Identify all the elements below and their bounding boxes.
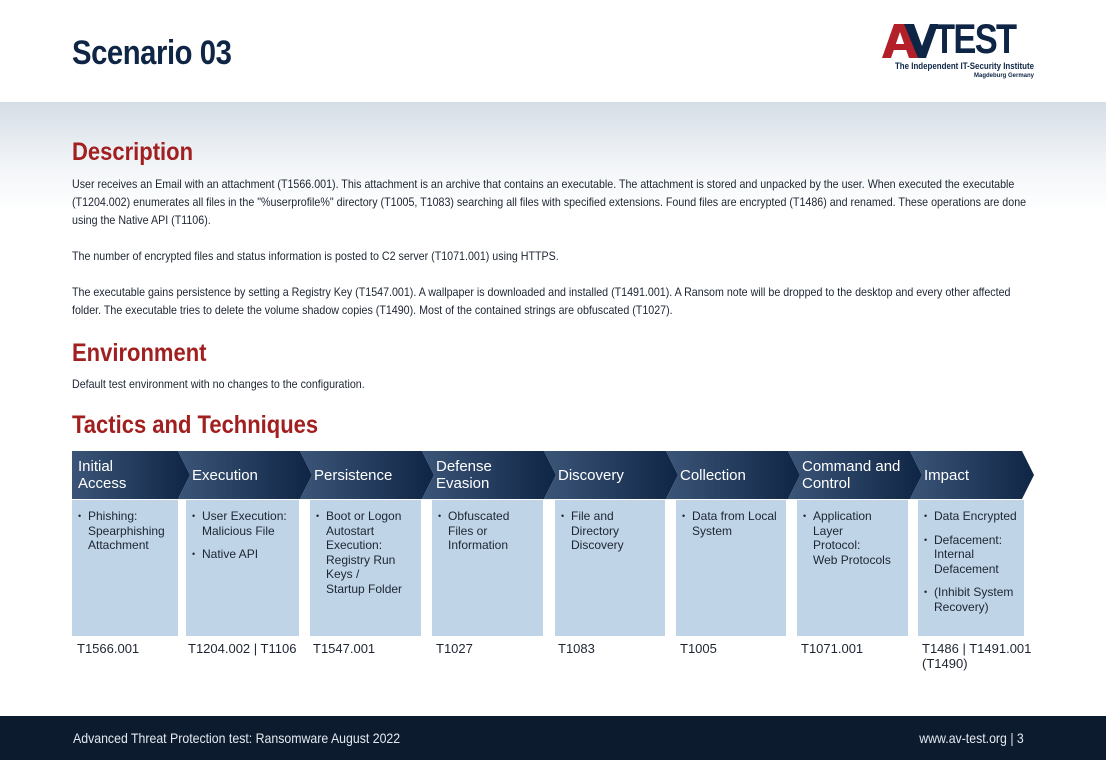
tactic-discovery [544,451,678,499]
page-footer [0,716,1106,760]
tactic-label: Initial Access [78,458,127,492]
technique-id-execution: T1204.002 | T1106 [188,641,297,656]
av-test-logo [882,15,1034,82]
logo-mark-icon [882,22,938,58]
tactic-label: Command and Control [802,458,901,492]
tactics-header-row [72,451,1034,499]
technique-box-discovery [555,500,665,636]
page-content [0,102,1106,716]
tactic-defense-evasion [422,451,556,499]
technique-id-collection: T1005 [680,641,717,656]
technique-item: • (Inhibit System Recovery) [924,585,1018,614]
tactic-label: Discovery [558,466,624,484]
tactic-collection [666,451,800,499]
description-paragraph-3: The executable gains persistence by setting a Registry Key (T1547.001). A wallpaper is downloaded and installed (T1491.001). A Ransom note will be dropped to the desktop and every other affected folder. The executable tries to delete the volume shadow copies (T1490). Most of the contained strings are obfuscated (T1027). [72,285,1011,317]
technique-box-persistence [310,500,421,636]
description-paragraph-1: User receives an Email with an attachment (T1566.001). This attachment is an archive that contains an executable. The attachment is stored and unpacked by the user. When executed the executable (T1204.002) enumerates all files in the "%userprofile%" directory (T1005, T1083) searching all files with specified extensions. Found files are encrypted (T1486) and renamed. These operations are done using the Native API (T1106). [72,177,1027,227]
tactic-command-and-control [788,451,922,499]
environment-text: Default test environment with no changes to the configuration. [72,377,365,391]
technique-item: • Defacement: Internal Defacement [924,533,1018,577]
tactic-execution [178,451,312,499]
technique-item: • Obfuscated Files or Information [438,509,537,553]
description-paragraph-2: The number of encrypted files and status information is posted to C2 server (T1071.001) using HTTPS. [72,249,559,263]
technique-id-impact: T1486 | T1491.001 (T1490) [922,641,1032,671]
technique-item: • User Execution: Malicious File [192,509,293,538]
technique-item: • Application Layer Protocol: Web Protocols [803,509,902,567]
tactic-impact [910,451,1034,499]
technique-item: • Boot or Logon Autostart Execution: Registry Run Keys / Startup Folder [316,509,415,596]
tactic-label: Collection [680,466,746,484]
environment-heading: Environment [72,339,207,367]
footer-page-link[interactable]: www.av-test.org | 3 [919,730,1024,746]
technique-item: • Data from Local System [682,509,780,538]
technique-box-command-and-control [797,500,908,636]
technique-item: • Native API [192,547,293,562]
page-header [0,0,1106,102]
page-title: Scenario 03 [72,34,232,72]
tactic-persistence [300,451,434,499]
technique-id-persistence: T1547.001 [313,641,376,656]
technique-box-defense-evasion [432,500,543,636]
technique-item: • File and Directory Discovery [561,509,659,553]
technique-box-execution [186,500,299,636]
technique-box-initial-access [72,500,178,636]
logo-tagline: The Independent IT-Security Institute [894,61,1034,71]
technique-id-initial-access: T1566.001 [77,641,140,656]
tactic-initial-access [72,451,190,499]
bottom-margin [0,760,1106,772]
footer-report-title: Advanced Threat Protection test: Ransomware August 2022 [73,730,401,746]
logo-wordmark: TEST [934,15,1016,62]
technique-id-command-and-control: T1071.001 [801,641,864,656]
technique-id-discovery: T1083 [558,641,595,656]
tactic-label: Impact [924,466,970,484]
tactic-label: Persistence [314,466,393,484]
description-heading: Description [72,138,194,166]
technique-id-defense-evasion: T1027 [436,641,473,656]
tactic-label: Execution [192,466,258,484]
technique-item: • Data Encrypted [924,509,1018,524]
technique-box-impact [918,500,1024,636]
technique-item: • Phishing: Spearphishing Attachment [78,509,172,553]
tactics-heading: Tactics and Techniques [72,411,319,439]
logo-location: Magdeburg Germany [973,73,1034,79]
tactic-label: Defense Evasion [436,458,492,492]
technique-box-collection [676,500,786,636]
